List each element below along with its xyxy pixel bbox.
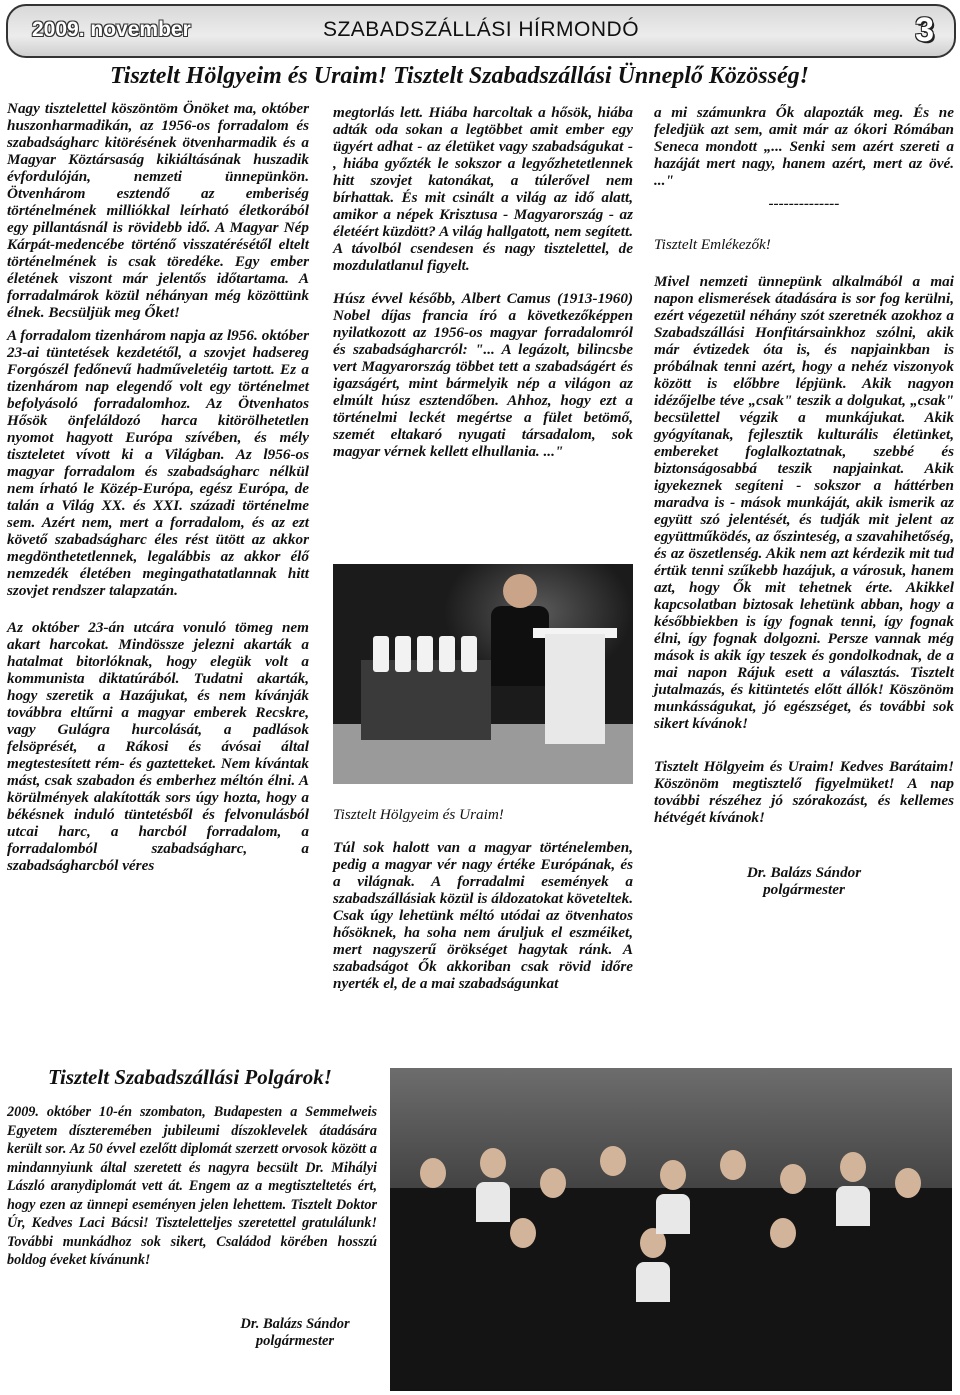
page-header — [6, 4, 956, 58]
subheading: Tisztelt Emlékezők! — [654, 236, 771, 253]
signature-block — [654, 864, 954, 898]
paragraph: A forradalom tizenhárom napja az l956. október 23-ai tüntetések kezdetétől, a szovjet hadsereg Forgószél fedőnevű hadműveletéig tartott. Ez a tizenhárom nap elegendő volt egy történelmet befolyásoló forradalomhoz. Az Ötvenhatos Hősök önfeláldozó harca kitörölhetetlen nyomot hagyott Európa szívében, és mély tiszteletet vívott ki a Világban. Az l956-os magyar forradalom és szabadságharc nélkül nem írható le Közép-Európa, egész Európa, de talán a Világ XX. és XXI. századi történelme sem. Azért nem, mert a forradalom, és az ezt követő szabadságharc éles rést ütött az akkor megdönthetetlennek, legalábbis az akkor élő nemzedék életében megingathatatlannak hitt szovjet rendszer talapzatán. — [7, 327, 309, 599]
paragraph: Húsz évvel később, Albert Camus (1913-1960) Nobel díjas francia író a következőképpen nyilatkozott az 1956-os magyar forradalomról és szabadságharcról: "... A legázolt, bilincsbe vert Magyarország többet tett a szabadságért és igazságért, mint bármelyik nép a világon az elmúlt húsz esztendőben. Ahhoz, hogy ezt a történelmi leckét megértse a fület betömő, szemét eltakaró nyugati társadalom, sok magyar vérnek kellett elhullania. ..." — [333, 290, 633, 460]
article-column-2-bottom — [333, 806, 633, 998]
signature-role: polgármester — [763, 881, 845, 898]
signature-name: Dr. Balázs Sándor — [746, 864, 862, 881]
subheading: Tisztelt Hölgyeim és Uraim! — [333, 806, 504, 823]
article-column-2 — [333, 104, 633, 466]
issue-date: 2009. november — [32, 18, 191, 41]
separator-dashes: -------------- — [768, 195, 840, 212]
signature-role: polgármester — [255, 1333, 335, 1349]
second-signature-block — [230, 1316, 360, 1350]
paragraph: Az október 23-án utcára vonuló tömeg nem akart harcokat. Mindössze jelezni akarták a hatalmat bitorlóknak, hogy elegük volt a kommunista diktatúrából. Tudatni akarták, hogy szeretik a Hazájukat, és nem kívánják továbbra eltűrni a magyar emberek Recskre, vagy Gulágra hurcolását, a padlások felsöprését, a Rákosi és ávósai által megtestesített rém- és gaztetteket. Nem kívántak mást, csak szabadon és emberhez méltón élni. A körülmények alakították sors úgy hozta, hogy a békésnek induló tüntetésből és felvonulásból utcai harc, a harcból forradalom, a forradalomból szabadságharc, a szabadságharcból véres — [7, 619, 309, 874]
paragraph: a mi számunkra Ők alapozták meg. És ne feledjük azt sem, amit már az ókori Rómában Seneca mondott „... Senki sem azért szereti a hazáját mert nagy, hanem azért, mert az övé. ..." — [654, 104, 954, 189]
article-title: Tisztelt Hölgyeim és Uraim! Tisztelt Szabadszállási Ünneplő Közösség! — [110, 63, 809, 89]
article-column-1 — [7, 100, 309, 880]
signature-name: Dr. Balázs Sándor — [240, 1316, 350, 1332]
newspaper-name: SZABADSZÁLLÁSI HÍRMONDÓ — [322, 18, 640, 41]
paragraph: Túl sok halott van a magyar történelemben, pedig a magyar vér nagy értéke Európának, és a világnak. A forradalmi események a szabadszállásiak közül is áldozatokat követeltek. Csak úgy lehetünk méltó utódai az ötvenhatos hősöknek, ha soha nem áruljuk el eszméiket, mert nagyszerű örökséget hagytak ránk. A szabadságot Ők akkoriban csak rövid időre nyerték el, de a mai szabadságunkat — [333, 839, 633, 992]
paragraph: Mivel nemzeti ünnepünk alkalmából a mai napon elismerések átadására is sor fog kerülni, ezért végezetül néhány szót szeretnék azokhoz a Szabadszállási Honfitársainkhoz szólni, akik már évtizedek óta is, és napjainkban is próbálnak tenni azért, hogy a nehéz viszonyok között is előbbre lépjünk. Akik nagyon idézőjelbe téve „csak" teszik a dolgukat, „csak" becsülettel végzik a munkájukat. Akik gyógyítanak, fejlesztik kulturális életünket, embereket foglalkoztatnak, szebbé és biztonságosabbá teszik napjainkat. Akik igyekeznek segíteni - sokszor a háttérben maradva is - mások munkáját, akik ismerik az együtt szó jelentését, és tudják mit jelent az együttműködés, az őszinteség, a szavahihetőség, és az öszetlenség. Akik nem azt kérdezik mit tud értük tenni szűkebb hazájuk, a városuk, hanem azt, hogy Ők mit tehetnek érte. Akikkel kapcsolatban biztosak lehetünk abban, hogy a későbbiekben is így fognak tenni, így fognak élni, így fognak dolgozni. Persze vannak még mások is akik így teszek és gondolkodnak, de a mai napon Rájuk esett a választás. Tisztelt jutalmazás, és kitüntetés előtt állók! Köszönöm munkásságukat, jó egészséget, és további sok sikert kívánok! — [654, 273, 954, 732]
paragraph: Tisztelt Hölgyeim és Uraim! Kedves Barátaim! Köszönöm megtisztelő figyelmüket! A nap további részéhez jó szórakozást, és kellemes hétvégét kívánok! — [654, 758, 954, 826]
paragraph: Nagy tisztelettel köszöntöm Önöket ma, október huszonharmadikán, az 1956-os forradalom és szabadságharc kitörésének ötvenharmadik és a Magyar Köztársaság kikiáltásának huszadik évfordulóján, nemzeti ünnepünkön. Ötvenhárom esztendő az emberiség történelmének milliókkal leírható életkorából egy pillantásnál is rövidebb idő. A Magyar Nép Kárpát-medencébe történő visszatérésétől eltelt történelmének is csak töredéke. Egy ember életének viszont már jelentős időtartama. A forradalmárok közül néhányan még közöttünk élnek. Becsüljük meg Őket! — [7, 100, 309, 321]
page-number: 3 — [915, 11, 934, 49]
group-photo — [390, 1068, 952, 1391]
ceremony-speaker-photo — [333, 564, 633, 784]
second-article-text: 2009. október 10-én szombaton, Budapesten a Semmelweis Egyetem díszteremében jubileumi díszoklevelek átadására került sor. Az 50 évvel ezelőtt diplomát szerzett orvosok között a mindannyiunk által szeretett és nagyra becsült Dr. Mihályi László aranydiplomát vett át. Engem az a megtiszteltetés ért, hogy ezen az ünnepi eseményen jelen lehettem. Tisztelt Doktor Úr, Kedves Laci Bácsi! Tiszteletteljes szeretettel gratulálunk! További munkádhoz sok sikert, Családod körében hosszú boldog éveket kívánunk! — [7, 1104, 377, 1268]
second-article-title: Tisztelt Szabadszállási Polgárok! — [48, 1065, 332, 1089]
article-column-3 — [654, 104, 954, 898]
paragraph: megtorlás lett. Hiába harcoltak a hősök, hiába adták oda sokan a legtöbbet amit ember egy ügyért adhat - az életüket vagy szabadságukat - , hiába győzték le sokszor a legyőzhetetlennek hitt szovjet katonákat, a túlerővel nem bírhattak. És mit csinált a világ az idő alatt, amikor a népek Krisztusa - Magyarország - az életéért küzdött? A világ hallgatott, nem segített. A távolból csendesen és nagy tisztelettel, de mozdulatlanul figyelt. — [333, 104, 633, 274]
